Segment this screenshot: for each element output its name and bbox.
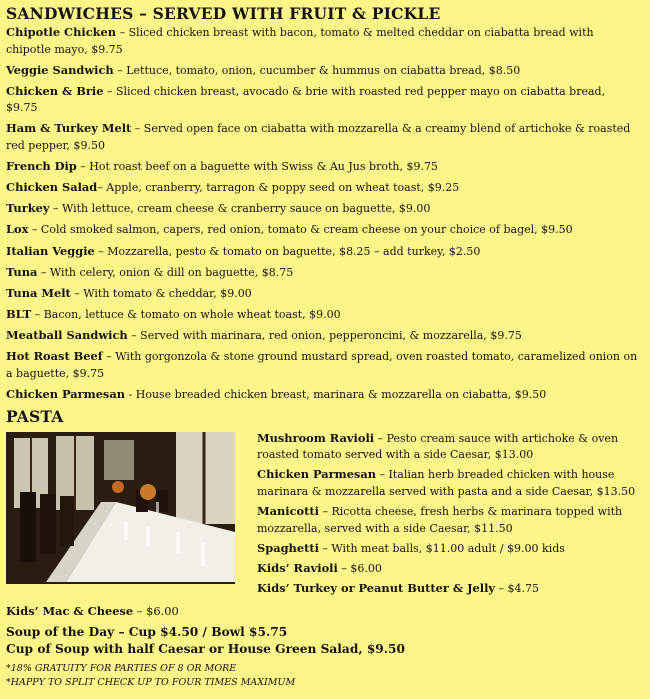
menu-item <box>6 158 638 176</box>
item-separator: – <box>31 307 44 321</box>
item-separator: – <box>127 328 141 342</box>
pasta-section <box>6 430 638 600</box>
item-description: With meat balls, $11.00 adult / $9.00 kids <box>331 541 565 555</box>
item-description: Hot roast beef on a baguette with Swiss & Au Jus broth, $9.75 <box>89 160 438 174</box>
item-separator: - <box>125 387 136 401</box>
extras-section <box>6 603 638 690</box>
menu-item <box>257 430 637 464</box>
item-description: Pesto cream sauce with artichoke & oven roasted tomato served with a side Caesar, $13.00 <box>257 431 619 462</box>
item-name: French Dip <box>6 159 77 174</box>
item-name: Hot Roast Beef <box>6 349 103 363</box>
item-description: Italian herb breaded chicken with house marinara & mozzarella served with pasta and a side Caesar, $13.50 <box>257 468 636 499</box>
menu-item <box>257 560 637 578</box>
item-name: Chicken Parmesan <box>257 467 377 482</box>
item-name: Tuna Melt <box>6 285 71 300</box>
menu-item <box>6 62 638 80</box>
item-description: Lettuce, tomato, onion, cucumber & hummus on ciabatta bread, $8.50 <box>126 63 521 77</box>
menu-item <box>6 120 638 154</box>
item-name: Ham & Turkey Melt <box>6 121 132 136</box>
item-name: Meatball Sandwich <box>6 327 128 342</box>
item-name: Chicken Parmesan <box>6 386 126 401</box>
item-name: Manicotti <box>257 504 319 519</box>
item-name: Mushroom Ravioli <box>257 430 375 445</box>
item-separator: – <box>495 582 508 596</box>
item-separator: – <box>28 223 41 237</box>
item-description: With lettuce, cream cheese & cranberry sauce on baguette, $9.00 <box>61 202 431 216</box>
item-description: Sliced chicken breast, avocado & brie with roasted red pepper mayo on ciabatta bread, $9.75 <box>6 84 606 115</box>
menu-item <box>257 580 637 598</box>
item-description: $6.00 <box>350 561 382 575</box>
pasta-heading: PASTA <box>6 406 64 426</box>
menu-item <box>6 306 638 324</box>
item-description: Bacon, lettuce & tomato on whole wheat toast, $9.00 <box>43 307 341 321</box>
sandwiches-heading: SANDWICHES – SERVED WITH FRUIT & PICKLE <box>6 4 441 23</box>
item-separator: – <box>133 604 147 619</box>
item-description: $6.00 <box>146 604 179 619</box>
item-description: $4.75 <box>507 582 540 596</box>
item-separator: – <box>70 286 84 300</box>
item-description: Cold smoked salmon, capers, red onion, tomato & cream cheese on your choice of bagel, $9.50 <box>40 223 573 237</box>
soup-combo: Cup of Soup with half Caesar or House Green Salad, $9.50 <box>6 641 405 656</box>
menu-item <box>6 179 638 197</box>
item-name: Italian Veggie <box>6 243 95 258</box>
item-description: With gorgonzola & stone ground mustard spread, oven roasted tomato, caramelized onion on a baguette, $9.75 <box>6 350 638 380</box>
item-separator: – <box>318 541 332 555</box>
item-name: Spaghetti <box>257 540 319 555</box>
kids-mac-item <box>6 603 638 620</box>
menu-item <box>257 466 637 500</box>
item-name: Tuna <box>6 264 38 279</box>
split-check-note: *HAPPY TO SPLIT CHECK UP TO FOUR TIMES MAXIMUM <box>6 676 296 688</box>
item-name: Chicken & Brie <box>6 83 104 98</box>
item-name: Turkey <box>6 201 50 216</box>
gratuity-note: *18% GRATUITY FOR PARTIES OF 8 OR MORE <box>6 662 237 674</box>
menu-item <box>257 540 637 558</box>
item-description: Mozzarella, pesto & tomato on baguette, $8.25 – add turkey, $2.50 <box>107 244 481 258</box>
menu-item <box>6 200 638 218</box>
menu-item <box>6 221 638 239</box>
menu-item <box>257 503 637 537</box>
item-name: Chipotle Chicken <box>6 25 117 39</box>
item-description: With tomato & cheddar, $9.00 <box>83 286 252 300</box>
item-separator: – <box>97 181 107 195</box>
item-description: Served with marinara, red onion, pepperoncini, & mozzarella, $9.75 <box>140 328 522 342</box>
item-name: Kids’ Mac & Cheese <box>6 604 134 619</box>
menu-item <box>6 348 638 382</box>
pasta-list <box>257 430 637 600</box>
menu-item <box>6 327 638 345</box>
item-separator: – <box>318 505 332 519</box>
item-description: Apple, cranberry, tarragon & poppy seed on wheat toast, $9.25 <box>106 181 460 195</box>
item-name: Veggie Sandwich <box>6 62 114 77</box>
menu-page <box>6 4 638 690</box>
item-separator: – <box>76 160 90 174</box>
item-separator: – <box>113 63 127 77</box>
menu-item <box>6 83 638 117</box>
item-description: Sliced chicken breast with bacon, tomato & melted cheddar on ciabatta bread with chipotle mayo, $9.75 <box>6 26 594 56</box>
dining-room-photo <box>6 432 235 584</box>
menu-item <box>6 264 638 282</box>
item-separator: – <box>376 468 389 482</box>
item-separator: – <box>102 350 116 363</box>
menu-item <box>6 243 638 261</box>
item-name: Kids’ Turkey or Peanut Butter & Jelly <box>257 581 496 596</box>
item-separator: – <box>131 122 144 136</box>
item-separator: – <box>94 244 108 258</box>
sandwich-list <box>6 24 638 403</box>
item-separator: – <box>103 84 116 98</box>
item-separator: – <box>337 561 351 575</box>
item-name: BLT <box>6 306 32 321</box>
menu-item <box>6 285 638 303</box>
item-name: Chicken Salad <box>6 180 98 195</box>
soup-of-the-day: Soup of the Day – Cup $4.50 / Bowl $5.75 <box>6 624 288 639</box>
item-separator: – <box>37 265 50 279</box>
item-description: With celery, onion & dill on baguette, $8.75 <box>49 265 294 279</box>
item-separator: – <box>374 431 387 445</box>
menu-item <box>6 386 638 404</box>
item-description: House breaded chicken breast, marinara & mozzarella on ciabatta, $9.50 <box>135 387 547 401</box>
item-name: Kids’ Ravioli <box>257 560 338 575</box>
item-description: Served open face on ciabatta with mozzarella & a creamy blend of artichoke & roasted red pepper, $9.50 <box>6 122 631 153</box>
item-name: Lox <box>6 222 29 237</box>
item-description: Ricotta cheese, fresh herbs & marinara topped with mozzarella, served with a side Caesar, $11.50 <box>257 505 623 535</box>
item-separator: – <box>116 26 129 39</box>
item-separator: – <box>49 202 62 216</box>
menu-item <box>6 24 638 58</box>
